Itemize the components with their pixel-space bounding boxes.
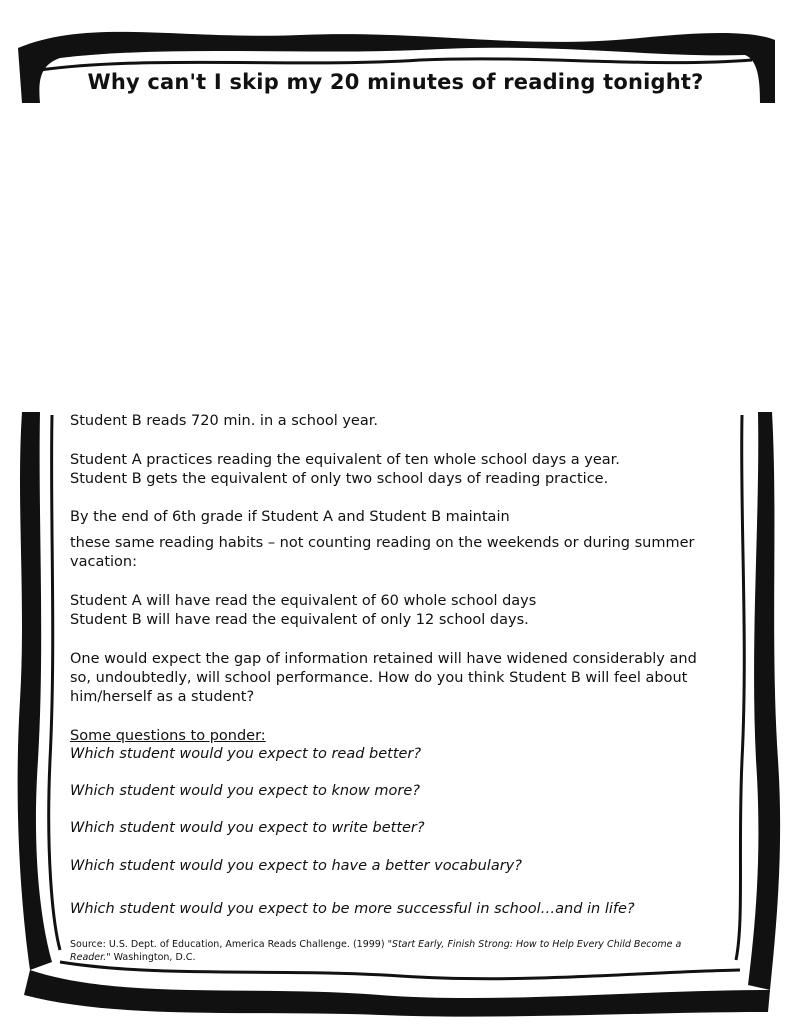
paragraph-2 xyxy=(70,451,710,489)
question-5: Which student would you expect to be more successful in school…and in life? xyxy=(70,901,635,917)
lower-frame-left-inner xyxy=(49,415,60,950)
lower-frame-left xyxy=(18,412,52,970)
paragraph-2-line-2: Student B gets the equivalent of only two school days of reading practice. xyxy=(70,471,609,487)
paragraph-1: Student B reads 720 min. in a school year. xyxy=(70,413,378,429)
paragraph-4-line-1: Student A will have read the equivalent of 60 whole school days xyxy=(70,593,537,609)
paragraph-4-line-2: Student B will have read the equivalent of only 12 school days. xyxy=(70,612,529,628)
ponder-heading: Some questions to ponder: xyxy=(70,728,266,744)
question-3: Which student would you expect to write better? xyxy=(70,820,425,836)
top-frame-inner xyxy=(40,59,752,70)
paragraph-4 xyxy=(70,592,710,630)
question-4: Which student would you expect to have a better vocabulary? xyxy=(70,858,522,874)
paragraph-5: One would expect the gap of information retained will have widened considerably and so, undoubtedly, will school performance. How do you think Student B will feel about him/herself as a student? xyxy=(70,651,697,705)
lower-frame-bottom-inner xyxy=(60,962,740,979)
lower-frame-right-inner xyxy=(736,415,744,960)
source-citation xyxy=(70,938,690,964)
paragraph-3-line-2: these same reading habits – not counting reading on the weekends or during summer vacation: xyxy=(70,535,695,570)
question-2: Which student would you expect to know more? xyxy=(70,783,420,799)
source-prefix: Source: U.S. Dept. of Education, America Reads Challenge. (1999) xyxy=(70,939,385,950)
lower-frame-right xyxy=(748,412,780,990)
question-1: Which student would you expect to read better? xyxy=(70,746,422,762)
source-title: "Start Early, Finish Strong: How to Help Every Child Become a Reader." xyxy=(70,939,682,963)
page-title: Why can't I skip my 20 minutes of reading tonight? xyxy=(87,70,704,94)
source-suffix: Washington, D.C. xyxy=(113,952,196,963)
paragraph-3-line-1: By the end of 6th grade if Student A and Student B maintain xyxy=(70,509,510,525)
paragraph-2-line-1: Student A practices reading the equivalent of ten whole school days a year. xyxy=(70,452,620,468)
